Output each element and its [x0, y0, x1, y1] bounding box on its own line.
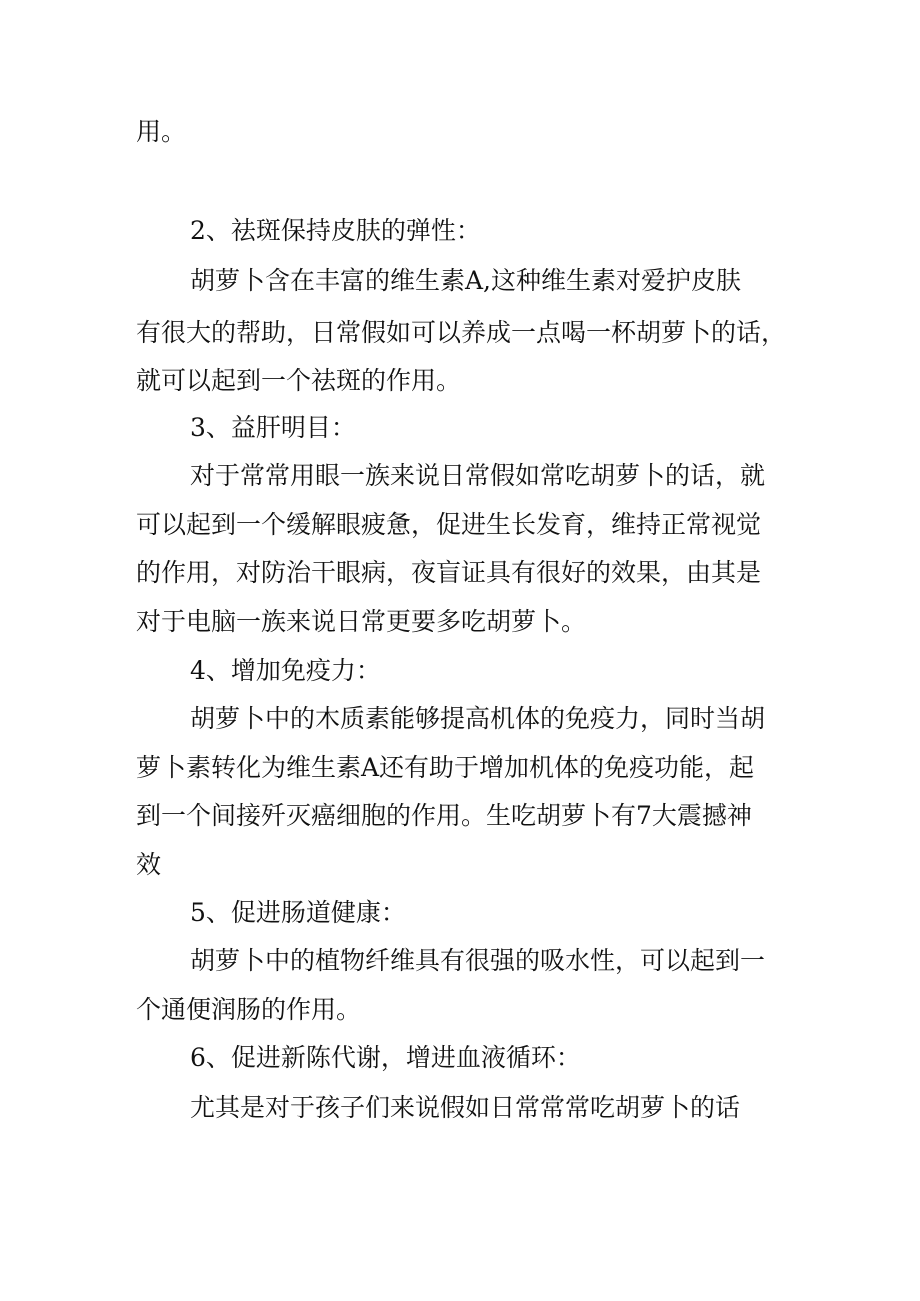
text-line: 个通便润肠的作用。 [136, 995, 362, 1024]
text-line: 有很大的帮助，日常假如可以养成一点喝一杯胡萝卜的话， [136, 318, 787, 347]
text-line: 效 [136, 850, 162, 879]
text-line: 对于常常用眼一族来说日常假如常吃胡萝卜的话，就 [190, 461, 766, 490]
text-line: 萝卜素转化为维生素A还有助于增加机体的免疫功能，起 [136, 753, 755, 782]
text-line: 胡萝卜中的植物纤维具有很强的吸水性，可以起到一 [190, 946, 766, 975]
section-heading-4: 4、增加免疫力： [190, 656, 381, 685]
text-line: 用。 [136, 117, 187, 146]
section-heading-6: 6、促进新陈代谢，增进血液循环： [190, 1043, 581, 1072]
section-heading-3: 3、益肝明目： [190, 413, 356, 442]
text-line: 对于电脑一族来说日常更要多吃胡萝卜。 [136, 607, 587, 636]
text-line: 的作用，对防治干眼病，夜盲证具有很好的效果，由其是 [136, 558, 762, 587]
text-line: 尤其是对于孩子们来说假如日常常常吃胡萝卜的话 [190, 1093, 741, 1122]
text-line: 就可以起到一个祛斑的作用。 [136, 366, 462, 395]
text-line: 到一个间接歼灭癌细胞的作用。生吃胡萝卜有7大震撼神 [136, 801, 752, 830]
text-line: 可以起到一个缓解眼疲惫，促进生长发育，维持正常视觉 [136, 510, 762, 539]
text-line: 胡萝卜中的木质素能够提高机体的免疫力，同时当胡 [190, 704, 766, 733]
text-line: 胡萝卜含在丰富的维生素A,这种维生素对爱护皮肤 [190, 266, 742, 295]
section-heading-5: 5、促进肠道健康： [190, 898, 406, 927]
section-heading-2: 2、祛斑保持皮肤的弹性： [190, 216, 481, 245]
